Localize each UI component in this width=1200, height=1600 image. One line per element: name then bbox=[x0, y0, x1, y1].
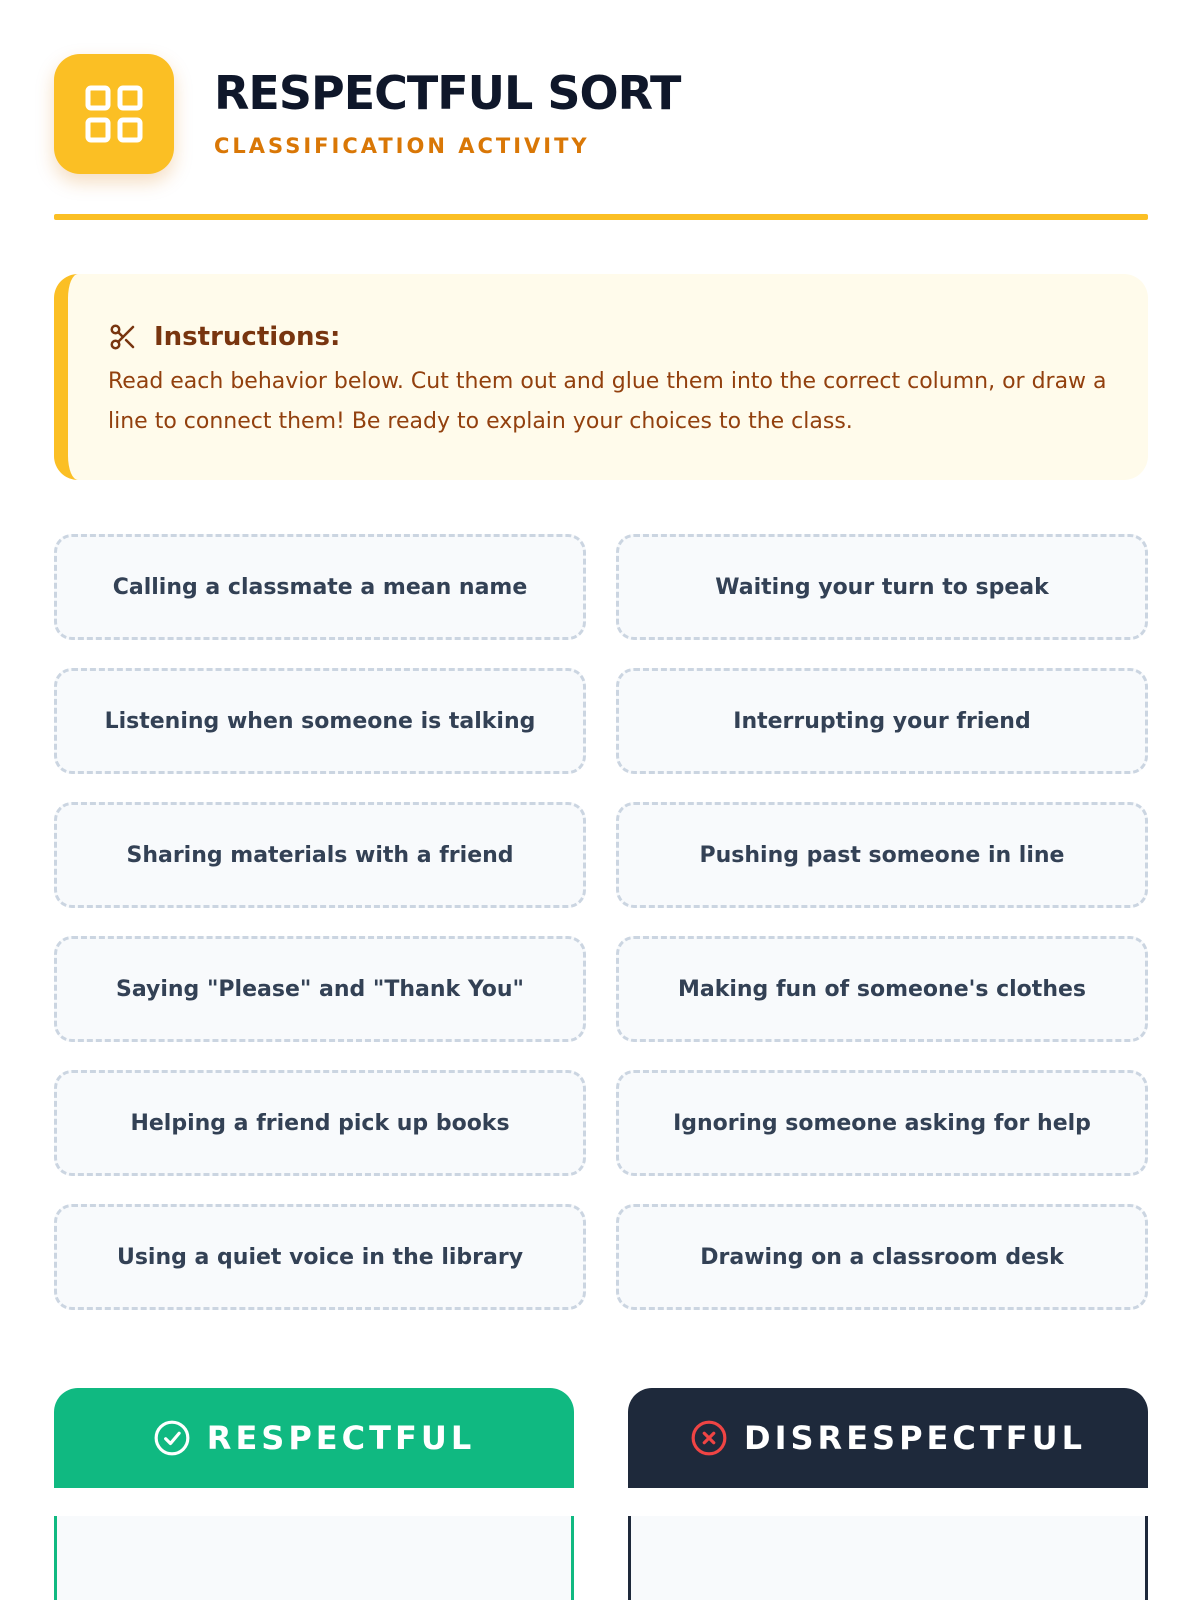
behavior-card[interactable]: Ignoring someone asking for help bbox=[616, 1070, 1148, 1176]
logo bbox=[54, 54, 174, 174]
instructions-text: Read each behavior below. Cut them out and glue them into the correct column, or draw a line to connect them! Be ready to explain your choices to the class. bbox=[108, 369, 1107, 434]
page-subtitle: CLASSIFICATION ACTIVITY bbox=[214, 134, 590, 158]
behavior-card[interactable]: Interrupting your friend bbox=[616, 668, 1148, 774]
behavior-card[interactable]: Listening when someone is talking bbox=[54, 668, 586, 774]
behavior-card[interactable]: Waiting your turn to speak bbox=[616, 534, 1148, 640]
scissors-icon bbox=[108, 322, 138, 352]
instructions-heading bbox=[108, 322, 340, 352]
respectful-column-header bbox=[54, 1388, 574, 1488]
disrespectful-label: DISRESPECTFUL bbox=[744, 1419, 1086, 1457]
respectful-drop-zone[interactable] bbox=[54, 1516, 574, 1600]
respectful-label: RESPECTFUL bbox=[206, 1419, 476, 1457]
check-circle-icon bbox=[153, 1419, 191, 1457]
disrespectful-column-header bbox=[628, 1388, 1148, 1488]
behavior-card[interactable]: Pushing past someone in line bbox=[616, 802, 1148, 908]
disrespectful-drop-zone[interactable] bbox=[628, 1516, 1148, 1600]
behavior-card[interactable]: Calling a classmate a mean name bbox=[54, 534, 586, 640]
behavior-card[interactable]: Sharing materials with a friend bbox=[54, 802, 586, 908]
behavior-card[interactable]: Using a quiet voice in the library bbox=[54, 1204, 586, 1310]
behavior-card[interactable]: Making fun of someone's clothes bbox=[616, 936, 1148, 1042]
page-title: RESPECTFUL SORT bbox=[214, 66, 681, 120]
behavior-card[interactable]: Drawing on a classroom desk bbox=[616, 1204, 1148, 1310]
grid-icon bbox=[84, 84, 144, 144]
instructions-box bbox=[54, 274, 1148, 480]
header-divider bbox=[54, 214, 1148, 220]
instructions-title: Instructions: bbox=[154, 322, 341, 352]
x-circle-icon bbox=[690, 1419, 728, 1457]
behavior-card[interactable]: Saying "Please" and "Thank You" bbox=[54, 936, 586, 1042]
page-header bbox=[54, 54, 1148, 220]
behavior-card[interactable]: Helping a friend pick up books bbox=[54, 1070, 586, 1176]
